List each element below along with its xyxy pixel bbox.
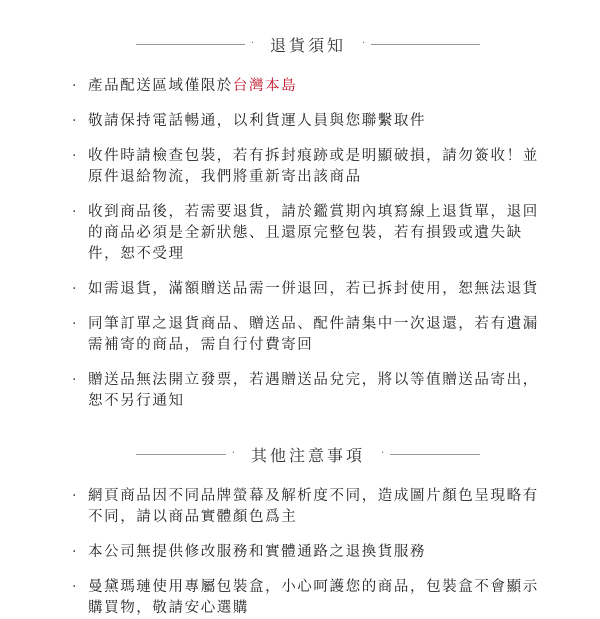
return-notice-header	[136, 28, 480, 60]
title-divider-right	[371, 44, 480, 45]
return-notice-title: 退貨須知	[270, 35, 347, 55]
item-text: 同筆訂單之退貨商品、贈送品、配件請集中一次退還，若有遺漏需補寄的商品，需自行付費寄回	[88, 316, 539, 353]
bullet-dot: ·	[72, 316, 79, 332]
title-divider-right	[390, 454, 480, 455]
list-item	[66, 76, 550, 97]
title-dot-left: ·	[250, 38, 254, 49]
bullet-dot: ·	[72, 544, 79, 560]
list-item	[66, 146, 550, 188]
item-text: 如需退貨，滿額贈送品需一併退回，若已拆封使用，恕無法退貨	[88, 281, 539, 297]
item-text: 收件時請檢查包裝，若有拆封痕跡或是明顯破損，請勿簽收！並原件退給物流，我們將重新寄出該商品	[88, 148, 539, 185]
item-text: 曼黛瑪璉使用專屬包裝盒，小心呵護您的商品，包裝盒不會顯示購買物，敬請安心選購	[88, 579, 539, 616]
bullet-dot: ·	[72, 113, 79, 129]
list-item	[66, 202, 550, 265]
title-divider-left	[136, 454, 226, 455]
item-text: 收到商品後，若需要退貨，請於鑑賞期內填寫線上退貨單，退回的商品必須是全新狀態、且還原完整包裝，若有損毀或遺失缺件，恕不受理	[88, 204, 539, 262]
title-dot-left: ·	[231, 448, 235, 459]
item-text: 敬請保持電話暢通，以利貨運人員與您聯繫取件	[88, 113, 427, 129]
list-item	[66, 370, 550, 412]
other-notes-title: 其他注意事項	[251, 445, 366, 465]
item-text: 網頁商品因不同品牌螢幕及解析度不同，造成圖片顏色呈現略有不同，請以商品實體顏色爲主	[88, 488, 539, 525]
title-divider-left	[136, 44, 245, 45]
title-dot-right: ·	[362, 38, 366, 49]
list-item	[66, 314, 550, 356]
bullet-dot: ·	[72, 78, 79, 94]
other-notes-list	[66, 486, 550, 619]
bullet-dot: ·	[72, 281, 79, 297]
item-text: 本公司無提供修改服務和實體通路之退換貨服務	[88, 544, 427, 560]
bullet-dot: ·	[72, 488, 79, 504]
item-text: 產品配送區域僅限於	[88, 78, 233, 94]
bullet-dot: ·	[72, 372, 79, 388]
return-notice-section	[66, 28, 550, 412]
title-dot-right: ·	[381, 448, 385, 459]
bullet-dot: ·	[72, 579, 79, 595]
list-item	[66, 542, 550, 563]
bullet-dot: ·	[72, 204, 79, 220]
other-notes-header	[136, 438, 480, 470]
list-item	[66, 486, 550, 528]
list-item	[66, 279, 550, 300]
item-text: 贈送品無法開立發票，若遇贈送品兌完，將以等值贈送品寄出，恕不另行通知	[88, 372, 539, 409]
item-highlight-text: 台灣本島	[232, 78, 298, 94]
other-notes-section	[66, 438, 550, 619]
return-notice-list	[66, 76, 550, 412]
bullet-dot: ·	[72, 148, 79, 164]
list-item	[66, 577, 550, 619]
list-item	[66, 111, 550, 132]
